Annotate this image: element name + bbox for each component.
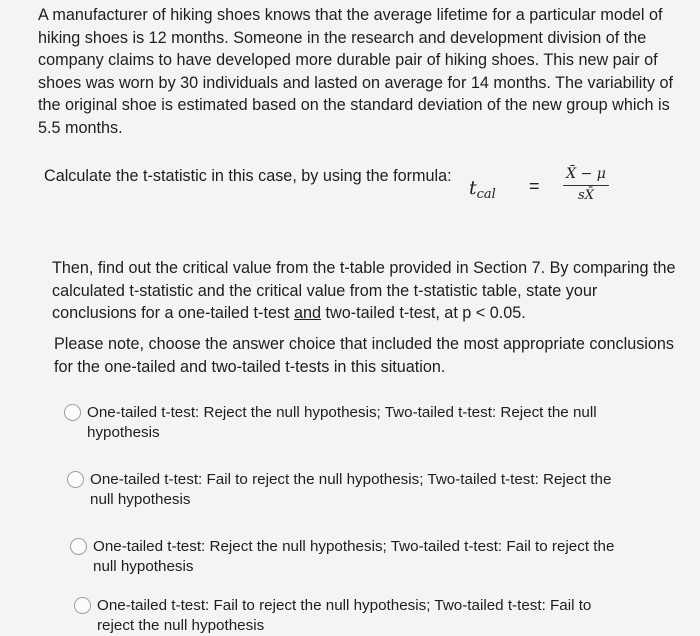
answer-option-4-label[interactable]: One-tailed t-test: Fail to reject the null hypothesis; Two-tailed t-test: Fail to reject the null hypothesis xyxy=(97,597,592,634)
answer-option-1[interactable] xyxy=(64,403,664,443)
instruction-and-underlined: and xyxy=(294,304,322,322)
radio-button-4[interactable] xyxy=(74,597,91,614)
answer-option-4[interactable] xyxy=(74,596,674,636)
answer-option-2[interactable] xyxy=(67,470,667,510)
instruction-text-part1: Then, find out the critical value from the t-table provided in Section 7. By comparing the calculated t-statistic and the critical value from the t-statistic table, state your conclusions for a one-tailed t-test xyxy=(52,259,676,322)
formula-fraction xyxy=(561,165,611,204)
fraction-bar xyxy=(563,185,609,186)
equals-sign: = xyxy=(529,176,540,196)
answer-option-3-label[interactable]: One-tailed t-test: Reject the null hypothesis; Two-tailed t-test: Fail to reject the null hypothesis xyxy=(93,538,615,575)
formula-line xyxy=(44,165,684,215)
radio-button-2[interactable] xyxy=(67,471,84,488)
question-paragraph: A manufacturer of hiking shoes knows that the average lifetime for a particular model of hiking shoes is 12 months. Someone in the research and development division of the company claims to have developed more durable pair of hiking shoes. This new pair of shoes was worn by 30 individuals and lasted on average for 14 months. The variability of the original shoe is estimated based on the standard deviation of the new group which is 5.5 months. xyxy=(38,6,673,137)
formula-prompt: Calculate the t-statistic in this case, by using the formula: xyxy=(44,167,452,185)
formula-numerator: X̄ − μ xyxy=(566,166,606,182)
answer-option-1-label[interactable]: One-tailed t-test: Reject the null hypothesis; Two-tailed t-test: Reject the null hypothesis xyxy=(87,404,597,441)
t-cal-subscript: cal xyxy=(476,187,496,202)
radio-button-1[interactable] xyxy=(64,404,81,421)
instruction-text-part2: two-tailed t-test, at p < 0.05. xyxy=(321,304,526,322)
formula-denominator: sX̄ xyxy=(578,188,594,203)
note-paragraph: Please note, choose the answer choice that included the most appropriate conclusions for the one-tailed and two-tailed t-tests in this situation. xyxy=(54,335,675,376)
answer-option-3[interactable] xyxy=(70,537,670,577)
answer-option-2-label[interactable]: One-tailed t-test: Fail to reject the null hypothesis; Two-tailed t-test: Reject the null hypothesis xyxy=(90,471,612,508)
t-statistic-formula xyxy=(469,165,619,215)
instruction-paragraph xyxy=(52,257,682,325)
radio-button-3[interactable] xyxy=(70,538,87,555)
t-cal-symbol: $t_{cal}$ xyxy=(469,177,496,202)
